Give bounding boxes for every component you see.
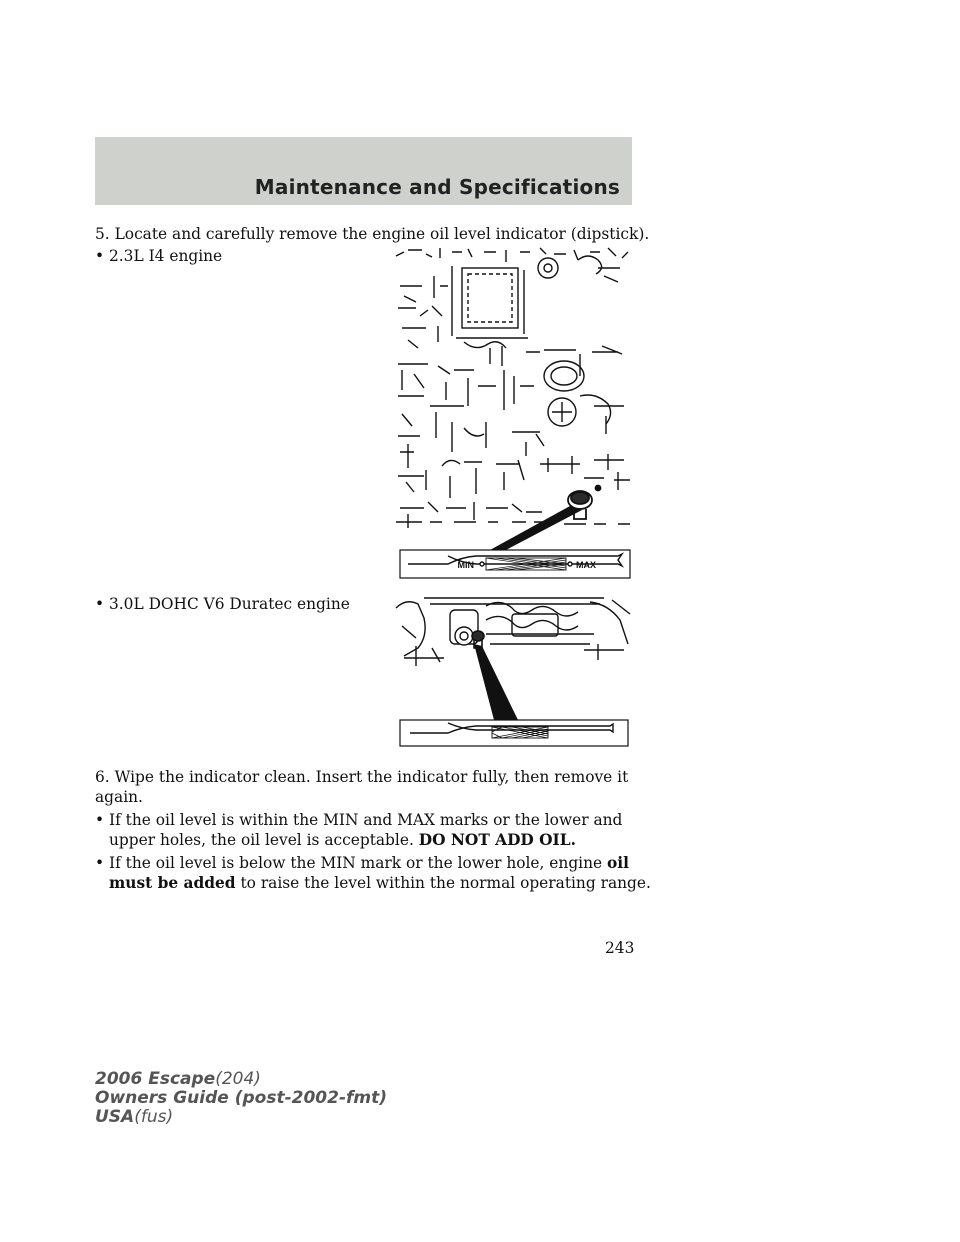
dipstick-diagram bbox=[400, 550, 630, 578]
footer-market-code: (fus) bbox=[134, 1107, 174, 1127]
dipstick-diagram bbox=[400, 720, 628, 746]
section-header-band bbox=[95, 137, 632, 205]
callout-pointer bbox=[490, 506, 582, 552]
bullet-add-oil-line-2 bbox=[109, 873, 651, 893]
dipstick-min-label: MIN bbox=[457, 560, 474, 570]
add-oil-bold-1: oil bbox=[607, 854, 629, 872]
engine-2-illustration bbox=[394, 596, 634, 752]
engine-bay-drawing bbox=[396, 248, 630, 528]
bullet-dot: • bbox=[95, 247, 105, 265]
step-6-line-1: 6. Wipe the indicator clean. Insert the indicator fully, then remove it bbox=[95, 768, 629, 786]
callout-pointer bbox=[474, 644, 518, 720]
page-number: 243 bbox=[605, 939, 635, 957]
bullet-dot: • bbox=[95, 595, 105, 613]
step-5-text: 5. Locate and carefully remove the engine oil level indicator (dipstick). bbox=[95, 225, 650, 243]
add-oil-bold-2: must be added bbox=[109, 874, 236, 892]
bullet-add-oil-line-1 bbox=[109, 853, 629, 873]
bullet-dot: • bbox=[95, 854, 105, 872]
section-title: Maintenance and Specifications bbox=[254, 175, 620, 199]
engine-1-illustration bbox=[394, 246, 634, 586]
bullet-acceptable-line-1: If the oil level is within the MIN and MAX marks or the lower and bbox=[109, 811, 623, 829]
bullet-dot: • bbox=[95, 811, 105, 829]
acceptable-text: upper holes, the oil level is acceptable. bbox=[109, 831, 414, 849]
dipstick-max-label: MAX bbox=[576, 560, 596, 570]
footer-model-code: (204) bbox=[215, 1069, 261, 1089]
footer-model: 2006 Escape bbox=[95, 1069, 216, 1089]
add-oil-text-1: If the oil level is below the MIN mark or the lower hole, engine bbox=[109, 854, 603, 872]
footer-guide: Owners Guide (post-2002-fmt) bbox=[95, 1088, 388, 1108]
engine-bay-drawing bbox=[396, 598, 630, 666]
step-6-line-2: again. bbox=[95, 788, 143, 806]
engine-1-label: 2.3L I4 engine bbox=[109, 247, 223, 265]
do-not-add-oil-warning: DO NOT ADD OIL. bbox=[418, 831, 576, 849]
footer-guide-line bbox=[95, 1089, 387, 1108]
footer-market: USA bbox=[95, 1107, 135, 1127]
bullet-acceptable-line-2 bbox=[109, 830, 576, 850]
document-footer bbox=[95, 1070, 387, 1127]
add-oil-text-2: to raise the level within the normal operating range. bbox=[240, 874, 651, 892]
footer-model-line bbox=[95, 1070, 387, 1089]
engine-2-label: 3.0L DOHC V6 Duratec engine bbox=[109, 595, 350, 613]
footer-market-line bbox=[95, 1108, 387, 1127]
